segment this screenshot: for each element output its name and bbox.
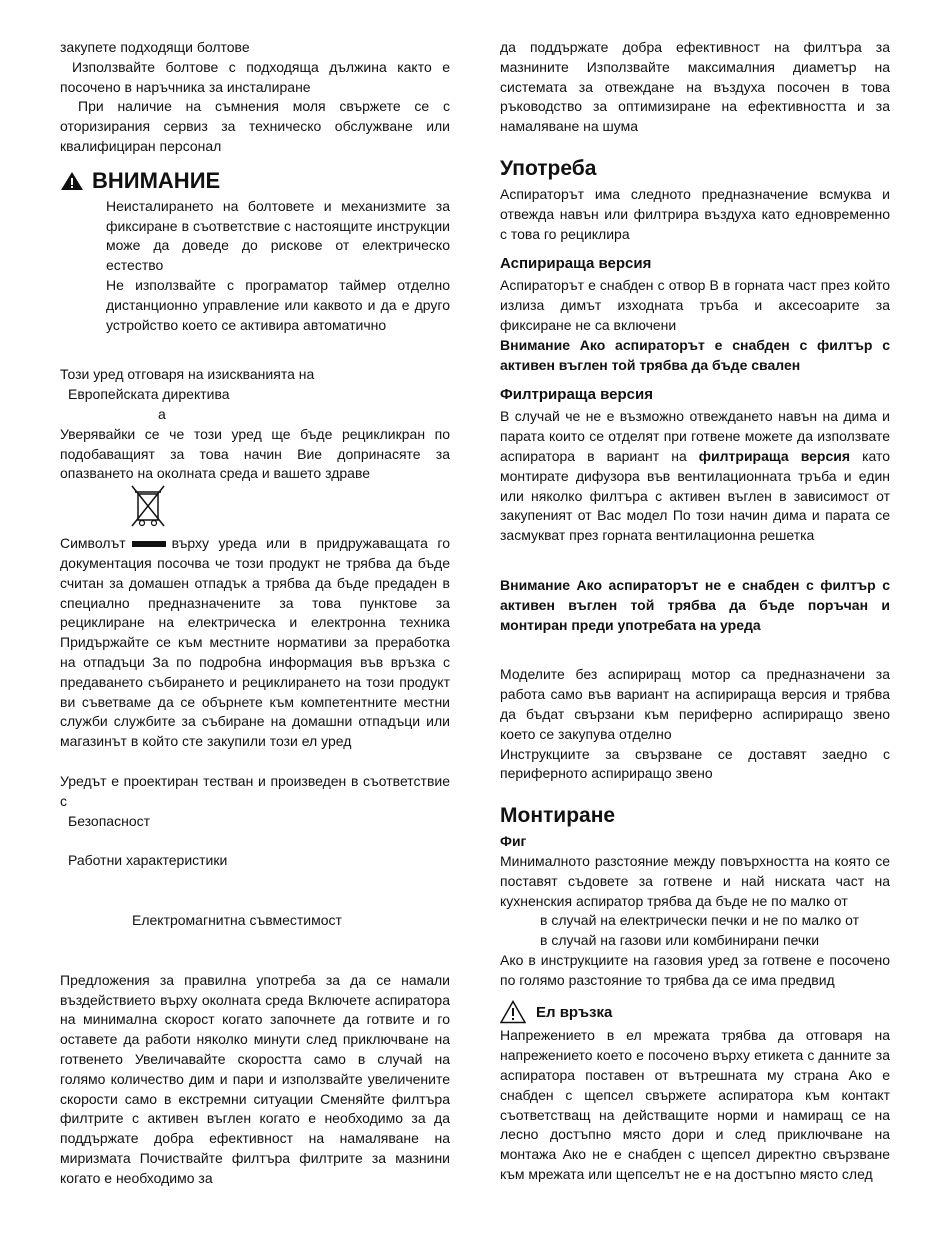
paragraph: закупете подходящи болтове bbox=[60, 39, 250, 55]
paragraph: Ако в инструкциите на газовия уред за готвене е посочено по голямо разстояние то трябва да се има предвид bbox=[500, 951, 890, 988]
subsection-title-aspirating: Аспирираща версия bbox=[500, 255, 652, 273]
paragraph: да поддържате добра ефективност на филтъра за мазнините Използвайте максималния диаметър на системата за отвеждане на въздуха посочен в това ръководство за оптимизиране на ефективността и за намаляване на шума bbox=[500, 39, 890, 135]
paragraph: а bbox=[158, 405, 166, 422]
right-column bbox=[500, 38, 890, 1185]
bin-symbol-row bbox=[60, 484, 450, 534]
paragraph: Аспираторът е снабден с отвор B в горната част през който излиза димът изходната тръба и аксесоарите за фиксиране не са включени bbox=[500, 277, 890, 333]
paragraph: Работни характеристики bbox=[68, 852, 228, 869]
left-column bbox=[60, 38, 450, 1189]
warning-text: Не използвайте с програматор таймер отделно дистанционно управление или каквото и да е друго устройство което се активира автоматично bbox=[106, 276, 450, 333]
warning-title: ВНИМАНИЕ bbox=[92, 167, 221, 193]
bold-note: Внимание Ако аспираторът е снабден с филтър с активен въглен той трябва да бъде свален bbox=[500, 336, 890, 373]
paragraph: В случай че не е възможно отвеждането навън на дима и парата които се отделят при готвене можете да използвате аспиратора в вариант на филтрираща версия като монтирате дифузора във вентилационната тръба и един или няколко филтъра с активен въглен в зависимост от закупеният от Вас модел По този начин дима и парата се засмукват през горната вентилационна решетка bbox=[500, 408, 891, 544]
paragraph: Аспираторът има следното предназначение всмуква и отвежда навън или филтрира въздуха като едновременно с това го рециклира bbox=[500, 185, 890, 242]
black-bar-symbol bbox=[132, 541, 166, 547]
paragraph: Този уред отговаря на изискванията на bbox=[60, 366, 315, 383]
paragraph: Електромагнитна съвместимост bbox=[132, 912, 342, 929]
electrical-heading bbox=[500, 1000, 890, 1024]
paragraph: Уверявайки се че този уред ще бъде рецикликран по подобаващият за това начин Вие допринасяте за опазването на околната среда и вашето здраве bbox=[60, 425, 450, 482]
paragraph: Минималното разстояние между повърхността на която се поставят съдовете за готвене и най ниската част на кухненския аспиратор трябва да бъде не по малко от bbox=[500, 852, 890, 909]
crossed-bin-icon bbox=[128, 484, 168, 530]
paragraph: Използвайте болтове с подходяща дължина както е посочено в наръчника за инсталиране bbox=[60, 58, 450, 95]
electrical-title: Ел връзка bbox=[536, 1003, 613, 1021]
subsection-title-filtering: Филтрираща версия bbox=[500, 386, 653, 404]
figure-ref: Фиг bbox=[500, 833, 527, 850]
paragraph: Европейската директива bbox=[68, 386, 230, 403]
paragraph: Напрежението в ел мрежата трябва да отговаря на напрежението което е посочено върху етикета с данните за аспиратора поставен от вътрешната му страна Ако е снабден с щепсел свържете аспиратора към контакт съответстващ на действащите норми и намиращ се на лесно достъпно място дори и след приключване на монтажа Ако не е снабден с щепсел директно свързване към мрежата или щепселът не е на достъпно място след bbox=[500, 1027, 890, 1183]
paragraph: Моделите без аспириращ мотор са предназначени за работа само във вариант на аспирираща версия и трябва да бъдат свързани към периферно аспириращо звено което се закупува отделно bbox=[500, 666, 890, 742]
section-title-mounting: Монтиране bbox=[500, 804, 616, 828]
warning-heading bbox=[60, 167, 450, 193]
section-title-use: Употреба bbox=[500, 156, 597, 180]
paragraph: При наличие на съмнения моля свържете се с оторизирания сервиз за техническо обслужване или квалифициран персонал bbox=[60, 98, 450, 154]
symbol-paragraph: Символът върху уреда или в придружаващата го документация посочва че този продукт не трябва да бъде считан за домашен отпадък а трябва да бъде предаден в специално предназначените за това пунктове за рециклиране на електрическа и електронна техника Придържайте се към местните нормативи за преработка на отпадъци За по подробна информация във връзка с предаването събирането и рециклирането на този продукт ви съветваме да се обърнете към компетентните местни служби службите за събиране на домашни отпадъци или магазинът в който сте закупили този ел уред bbox=[60, 535, 450, 750]
caution-triangle-icon bbox=[500, 1000, 526, 1024]
warning-triangle-icon bbox=[60, 171, 84, 191]
paragraph: Предложения за правилна употреба за да се намали въздействието върху околната среда Включете аспиратора на минимална скорост когато започнете да готвите и го оставете да работи няколко минути след приключване на готвенето Увеличавайте скоростта само в случай на голямо количество дим и пари и използвайте увеличените скорости само в екстремни ситуации Сменяйте филтъра филтрите с активен въглен когато е необходимо за да поддържате добра ефективност на намаляване на миризмата Почиствайте филтъра филтрите за мазнини когато е необходимо за bbox=[60, 971, 450, 1186]
paragraph: в случай на газови или комбинирани печки bbox=[540, 932, 820, 949]
paragraph: Безопасност bbox=[68, 812, 151, 829]
paragraph: Инструкциите за свързване се доставят заедно с периферното аспириращо звено bbox=[500, 745, 890, 782]
bold-note: Внимание Ако аспираторът не е снабден с филтър с активен въглен той трябва да бъде поръчан и монтиран преди употребата на уреда bbox=[500, 576, 890, 633]
paragraph: в случай на електрически печки и не по малко от bbox=[540, 912, 860, 929]
paragraph: Уредът е проектиран тестван и произведен в съответствие с bbox=[60, 772, 450, 809]
warning-text: Неисталирането на болтовете и механизмите за фиксиране в съответствие с настоящите инструкции може да доведе до рискове от електрическо естество bbox=[106, 197, 450, 274]
